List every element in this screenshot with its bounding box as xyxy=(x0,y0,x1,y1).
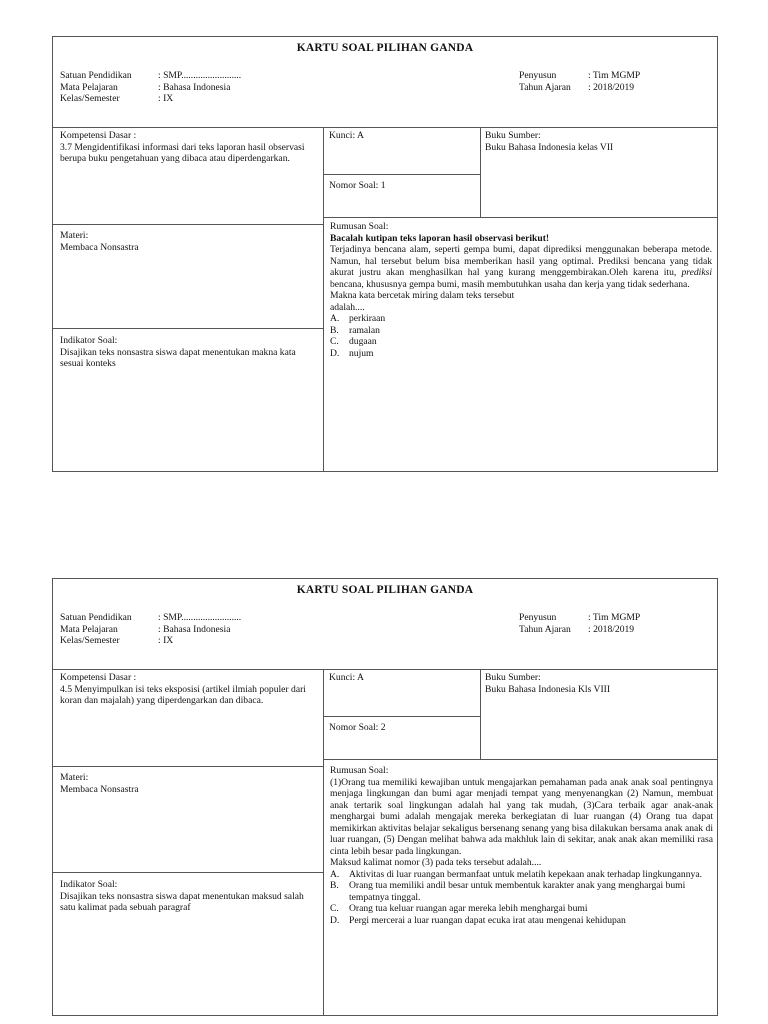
divider xyxy=(323,174,480,175)
divider xyxy=(53,328,323,329)
passage: Terjadinya bencana alam, seperti gempa bumi, dapat diprediksi menggunakan beberapa metode. Namun, hal tersebut belum bisa memberikan hasil yang optimal. Prediksi bencana yang tidak akurat justru akan menghasilkan hal yang kurang menggembirakan.Oleh karena itu, prediksi bencana, khususnya gempa bumi, masih membutuhkan usaha dan kerja yang tidak sederhana. xyxy=(330,244,712,290)
info-row-mapel: Mata Pelajaran : Bahasa Indonesia xyxy=(60,623,231,635)
kompetensi-label: Kompetensi Dasar : xyxy=(60,672,137,683)
nomor-cell xyxy=(329,722,474,734)
materi-cell xyxy=(60,772,310,795)
divider xyxy=(323,716,480,717)
option-d: D. nujum xyxy=(330,347,374,359)
info-row-satuan: Satuan Pendidikan : SMP......................... xyxy=(60,612,242,623)
info-row-penyusun: Penyusun : Tim MGMP xyxy=(519,612,641,623)
buku-cell xyxy=(485,672,710,695)
divider xyxy=(53,766,323,767)
kunci-jawaban: Kunci: A xyxy=(329,130,364,141)
divider xyxy=(323,759,717,760)
passage: (1)Orang tua memiliki kewajiban untuk mengajarkan pemahaman pada anak anak soal pentingnya menjaga lingkungan dan bumi agar menjadi tempat yang menyenangkan (2) Namun, membuat anak tertarik soal lingkungan adalah hal yang tak mudah, (3)Cara terbaik agar anak-anak menghargai bumi adalah mengajak mereka berkegiatan di luar ruangan (4) Orang tua dapat memikirkan aktivitas belajar sekaligus bersenang senang yang bisa dilakukan bersama anak anak di luar ruangan, (5) Dengan melihat bahwa ada makhluk lain di sekitar, anak anak akan memiliki rasa cinta lebih besar pada lingkungan. xyxy=(330,776,713,857)
indikator-text: Disajikan teks nonsastra siswa dapat menentukan makna kata sesuai konteks xyxy=(60,346,296,369)
kompetensi-text: 3.7 Mengidentifikasi informasi dari teks laporan hasil observasi berupa buku pengetahuan yang dibaca atau diperdengarkan. xyxy=(60,141,305,164)
question-card-2 xyxy=(52,578,718,1016)
materi-text: Membaca Nonsastra xyxy=(60,783,139,795)
materi-text: Membaca Nonsastra xyxy=(60,241,139,253)
materi-cell xyxy=(60,230,310,253)
option-d: D. Pergi mercerai a luar ruangan dapat ecuka irat atau mengenai kehidupan xyxy=(330,914,626,926)
card-title: KARTU SOAL PILIHAN GANDA xyxy=(296,42,474,54)
materi-label: Materi: xyxy=(60,230,89,241)
school-info xyxy=(60,612,241,647)
rumusan-cell xyxy=(330,765,713,926)
option-a: A. Aktivitas di luar ruangan bermanfaat untuk melatih kepekaan anak terhadap lingkungannya. xyxy=(330,868,702,880)
indikator-cell xyxy=(60,879,310,914)
nomor-soal: Nomor Soal: 1 xyxy=(329,180,386,191)
question-card-1 xyxy=(52,36,718,472)
divider xyxy=(323,127,324,471)
buku-text: Buku Bahasa Indonesia Kls VIII xyxy=(485,683,611,695)
kompetensi-cell xyxy=(60,130,310,165)
divider xyxy=(323,669,324,1015)
kompetensi-label: Kompetensi Dasar : xyxy=(60,130,137,141)
italic-word: prediksi xyxy=(681,267,712,278)
option-b: B. Orang tua memiliki andil besar untuk membentuk karakter anak yang menghargai bumi tempatnya tinggal. xyxy=(330,880,686,903)
kunci-jawaban: Kunci: A xyxy=(329,672,364,683)
buku-label: Buku Sumber: xyxy=(485,672,541,683)
nomor-cell xyxy=(329,180,474,192)
rumusan-label: Rumusan Soal: xyxy=(330,221,389,232)
divider xyxy=(480,669,481,759)
kompetensi-text: 4.5 Menyimpulkan isi teks eksposisi (artikel ilmiah populer dari koran dan majalah) yang diperdengarkan dan dibaca. xyxy=(60,683,306,706)
nomor-soal: Nomor Soal: 2 xyxy=(329,722,386,733)
divider xyxy=(53,127,717,128)
question-line: Maksud kalimat nomor (3) pada teks tersebut adalah.... xyxy=(330,857,542,868)
divider xyxy=(53,669,717,670)
option-a: A. perkiraan xyxy=(330,313,386,324)
question-line-2: adalah.... xyxy=(330,301,365,313)
author-info xyxy=(519,70,640,93)
buku-text: Buku Bahasa Indonesia kelas VII xyxy=(485,141,614,153)
indikator-label: Indikator Soal: xyxy=(60,335,118,346)
option-c: C. Orang tua keluar ruangan agar mereka lebih menghargai bumi xyxy=(330,903,588,914)
materi-label: Materi: xyxy=(60,772,89,783)
info-row-satuan: Satuan Pendidikan : SMP......................... xyxy=(60,70,242,81)
info-row-kelas: Kelas/Semester : IX xyxy=(60,93,174,104)
rumusan-instruction: Bacalah kutipan teks laporan hasil observasi berikut! xyxy=(330,232,550,244)
buku-cell xyxy=(485,130,710,153)
info-row-mapel: Mata Pelajaran : Bahasa Indonesia xyxy=(60,81,231,93)
rumusan-label: Rumusan Soal: xyxy=(330,765,389,776)
buku-label: Buku Sumber: xyxy=(485,130,541,141)
indikator-cell xyxy=(60,335,310,370)
info-row-kelas: Kelas/Semester : IX xyxy=(60,635,174,646)
indikator-label: Indikator Soal: xyxy=(60,879,118,890)
rumusan-cell xyxy=(330,221,712,359)
info-row-tahun: Tahun Ajaran : 2018/2019 xyxy=(519,623,635,635)
kompetensi-cell xyxy=(60,672,312,707)
author-info xyxy=(519,612,640,635)
divider xyxy=(53,872,323,873)
indikator-text: Disajikan teks nonsastra siswa dapat menentukan maksud salah satu kalimat pada sebuah paragraf xyxy=(60,890,304,913)
school-info xyxy=(60,70,241,105)
divider xyxy=(480,127,481,217)
option-c: C. dugaan xyxy=(330,336,377,347)
option-b: B. ramalan xyxy=(330,324,380,336)
info-row-penyusun: Penyusun : Tim MGMP xyxy=(519,70,641,81)
kunci-cell xyxy=(329,672,474,684)
question-line-1: Makna kata bercetak miring dalam teks tersebut xyxy=(330,290,515,301)
divider xyxy=(323,217,717,218)
kunci-cell xyxy=(329,130,474,142)
info-row-tahun: Tahun Ajaran : 2018/2019 xyxy=(519,81,635,93)
card-title: KARTU SOAL PILIHAN GANDA xyxy=(296,584,474,596)
divider xyxy=(53,224,323,225)
